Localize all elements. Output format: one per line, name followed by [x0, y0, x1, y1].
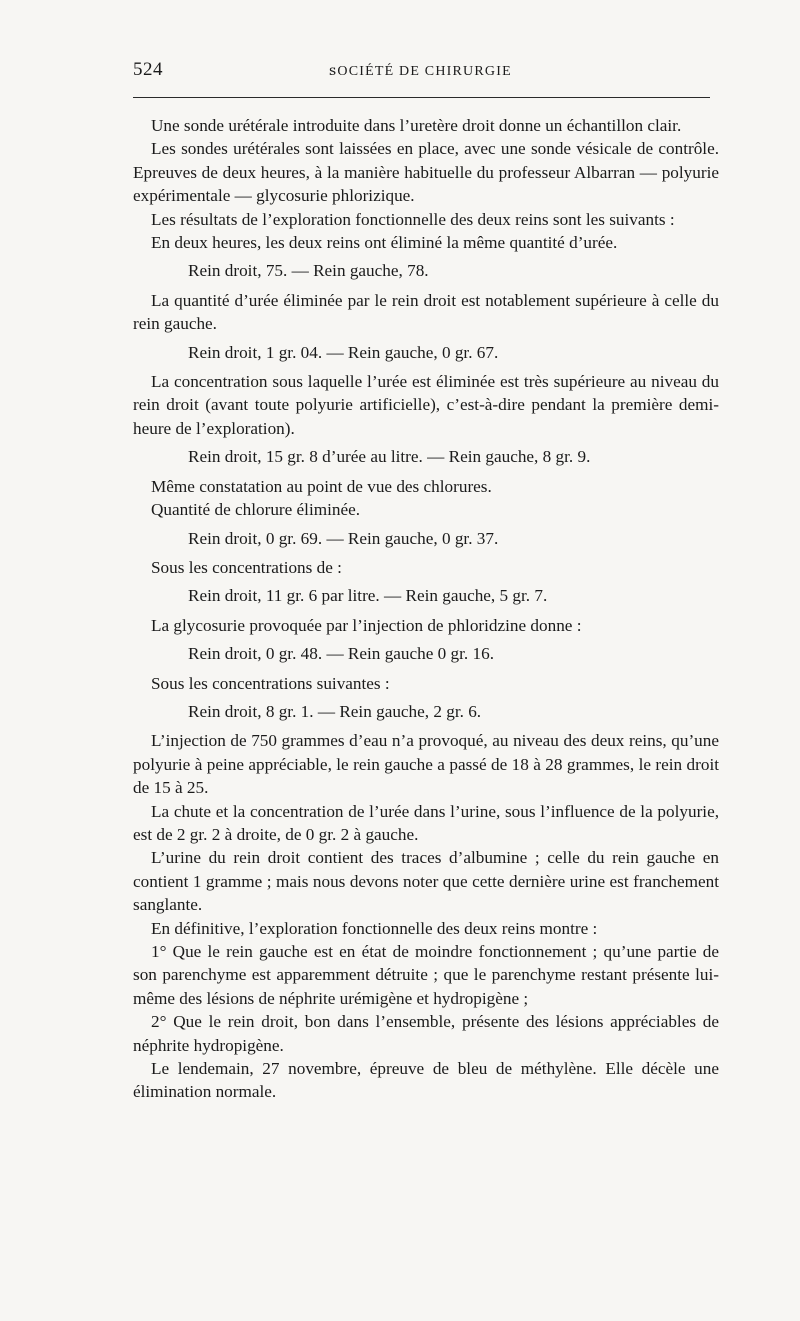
result-line: Rein droit, 0 gr. 48. — Rein gauche 0 gr. 16.	[188, 644, 494, 664]
result-line: Rein droit, 1 gr. 04. — Rein gauche, 0 gr. 67.	[188, 342, 499, 362]
paragraph: 1° Que le rein gauche est en état de moindre fonctionnement ; qu’une partie de son parenchyme est apparemment détruite ; que le parenchyme restant présente lui-même des lésions de néphrite urémigène et hydropigène ;	[133, 942, 719, 1008]
paragraph: La glycosurie provoquée par l’injection de phloridzine donne :	[151, 615, 582, 635]
paragraph: Le lendemain, 27 novembre, épreuve de bleu de méthylène. Elle décèle une élimination normale.	[133, 1059, 719, 1102]
paragraph: Sous les concentrations de :	[151, 557, 342, 577]
paragraph: Même constatation au point de vue des chlorures.	[151, 476, 492, 496]
paragraph: La quantité d’urée éliminée par le rein droit est notablement supérieure à celle du rein gauche.	[133, 290, 719, 334]
paragraph: 2° Que le rein droit, bon dans l’ensemble, présente des lésions appréciables de néphrite hydropigène.	[133, 1012, 719, 1055]
paragraph: Les sondes urétérales sont laissées en place, avec une sonde vésicale de contrôle. Epreuves de deux heures, à la manière habituelle du professeur Albarran — polyurie expérimentale — glycosurie phlorizique.	[133, 139, 719, 206]
result-line: Rein droit, 0 gr. 69. — Rein gauche, 0 gr. 37.	[188, 528, 499, 548]
paragraph: L’urine du rein droit contient des traces d’albumine ; celle du rein gauche en contient 1 gramme ; mais nous devons noter que cette dernière urine est franchement sanglante.	[133, 848, 719, 915]
result-line: Rein droit, 75. — Rein gauche, 78.	[188, 261, 429, 281]
paragraph: Les résultats de l’exploration fonctionnelle des deux reins sont les suivants :	[151, 209, 675, 229]
result-line: Rein droit, 15 gr. 8 d’urée au litre. — Rein gauche, 8 gr. 9.	[188, 447, 591, 467]
paragraph: En deux heures, les deux reins ont éliminé la même quantité d’urée.	[151, 233, 618, 253]
page-header	[133, 59, 710, 85]
paragraph: L’injection de 750 grammes d’eau n’a provoqué, au niveau des deux reins, qu’une polyurie à peine appréciable, le rein gauche a passé de 18 à 28 grammes, le rein droit de 15 à 25.	[133, 731, 719, 798]
result-line: Rein droit, 8 gr. 1. — Rein gauche, 2 gr. 6.	[188, 701, 482, 721]
paragraph: Quantité de chlorure éliminée.	[151, 500, 361, 520]
paragraph: La concentration sous laquelle l’urée est éliminée est très supérieure au niveau du rein droit (avant toute polyurie artificielle), c’est-à-dire pendant la première demi-heure de l’exploration).	[133, 372, 719, 438]
paragraph: Une sonde urétérale introduite dans l’uretère droit donne un échantillon clair.	[151, 116, 682, 135]
body-text	[133, 114, 719, 1104]
result-line: Rein droit, 11 gr. 6 par litre. — Rein gauche, 5 gr. 7.	[188, 586, 548, 606]
paragraph: La chute et la concentration de l’urée dans l’urine, sous l’influence de la polyurie, est de 2 gr. 2 à droite, de 0 gr. 2 à gauche.	[133, 801, 719, 844]
paragraph: En définitive, l’exploration fonctionnelle des deux reins montre :	[151, 918, 598, 938]
running-head: ꜱOCIÉTÉ DE CHIRURGIE	[329, 64, 512, 79]
page-number: 524	[133, 59, 163, 80]
paragraph: Sous les concentrations suivantes :	[151, 673, 390, 693]
header-rule	[133, 97, 710, 98]
